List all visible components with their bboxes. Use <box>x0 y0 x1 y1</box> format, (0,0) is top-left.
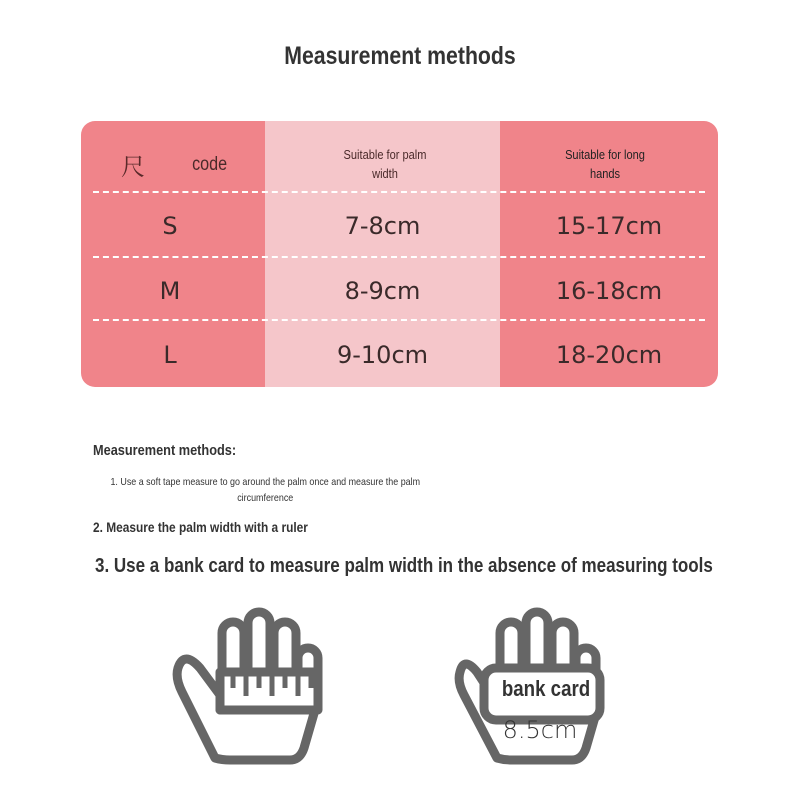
header-palm-width: Suitable for palm width <box>343 147 427 181</box>
divider <box>93 256 705 258</box>
palm-s: 7-8cm <box>344 212 421 240</box>
size-l: L <box>163 341 177 369</box>
method-step-3: 3. Use a bank card to measure palm width in the absence of measuring tools <box>95 555 713 577</box>
header-code: code <box>192 154 228 175</box>
divider <box>93 191 705 193</box>
hand-ruler-icon <box>170 600 330 770</box>
size-table <box>81 121 718 387</box>
bank-card-label: bank card <box>501 676 591 701</box>
methods-heading: Measurement methods: <box>93 442 237 459</box>
method-step-2: 2. Measure the palm width with a ruler <box>93 519 308 535</box>
palm-l: 9-10cm <box>336 341 429 369</box>
size-m: M <box>159 277 181 305</box>
long-m: 16-18cm <box>555 277 663 305</box>
palm-m: 8-9cm <box>344 277 421 305</box>
page-title: Measurement methods <box>284 42 516 70</box>
size-s: S <box>162 212 178 240</box>
method-step-1: 1. Use a soft tape measure to go around the palm once and measure the palm circumference <box>110 476 421 504</box>
card-width-label: 8.5cm <box>502 716 578 744</box>
long-l: 18-20cm <box>555 341 663 369</box>
long-s: 15-17cm <box>555 212 663 240</box>
divider <box>93 319 705 321</box>
header-long-hands: Suitable for long hands <box>565 147 645 181</box>
ruler-char: 尺 <box>121 154 145 181</box>
